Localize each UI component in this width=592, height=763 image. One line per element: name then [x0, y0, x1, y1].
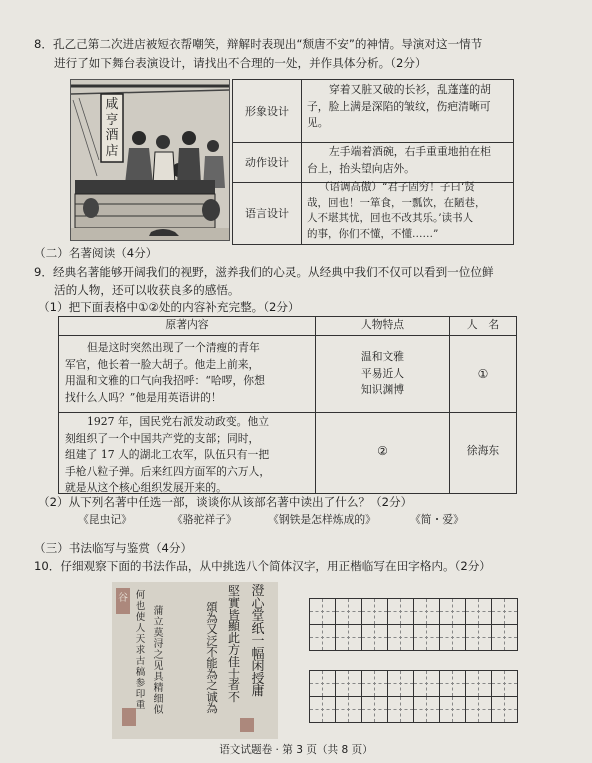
row2-content: 1927 年，国民党右派发动政变。他立 刻组织了一个中国共产党的支部；同时， 组建了 17 人的湖北工农军，队伍只有一把 手枪八粒子弹。后来红四方面军的六万人， 就是从这个核心组织发展开来的。 — [65, 415, 271, 494]
table-row — [233, 182, 513, 244]
tianzige-box[interactable] — [413, 670, 440, 697]
table-row — [233, 142, 513, 183]
tianzige-box[interactable] — [309, 670, 336, 697]
q10-prompt: 10．仔细观察下面的书法作品，从中挑选八个简体汉字，用正楷临写在田字格内。（2分） — [34, 559, 491, 573]
tianzige-box[interactable] — [361, 696, 388, 723]
tavern-drawing — [71, 80, 229, 240]
tianzige-box[interactable] — [465, 598, 492, 625]
tianzige-box[interactable] — [387, 598, 414, 625]
row1-content: 但是这时突然出现了一个清瘦的青年 军官，他长着一脸大胡子。他走上前来， 用温和文雅的口气向我招呼：“哈啰，你想 找什么人吗？”他是用英语讲的！ — [65, 341, 265, 404]
tianzige-box[interactable] — [491, 598, 518, 625]
tianzige-box[interactable] — [309, 624, 336, 651]
calligraphy-artwork — [112, 582, 278, 739]
q9-character-table — [58, 316, 517, 494]
calligraphy-column: 何也使人天求古稿参印重 — [135, 590, 146, 711]
row2-traits-blank: ② — [377, 444, 388, 458]
header-name: 人 名 — [466, 318, 500, 331]
table-header — [59, 317, 516, 336]
tianzige-box[interactable] — [413, 598, 440, 625]
tianzige-box[interactable] — [361, 624, 388, 651]
calligraphy-column: 澄心堂纸一幅闲授庸 — [251, 584, 265, 699]
tianzige-box[interactable] — [309, 696, 336, 723]
seal-mark — [122, 708, 136, 726]
tianzige-box[interactable] — [335, 598, 362, 625]
q8-line1: 8．孔乙己第二次进店被短衣帮嘲笑，辩解时表现出“颓唐不安”的神情。导演对这一情节 — [34, 37, 483, 51]
tianzige-box[interactable] — [335, 624, 362, 651]
q9-sub1: （1）把下面表格中①②处的内容补充完整。（2分） — [38, 300, 300, 314]
row2-name: 徐海东 — [466, 444, 500, 457]
table-row — [59, 413, 516, 493]
tianzige-box[interactable] — [491, 670, 518, 697]
tianzige-box[interactable] — [413, 696, 440, 723]
q8-design-table — [232, 79, 514, 245]
calligraphy-column: 堅實皆顯此方佳士者不 — [227, 584, 240, 705]
tianzige-box[interactable] — [387, 670, 414, 697]
seal-text: 谷 — [118, 593, 128, 604]
practice-grid-row-1 — [309, 598, 517, 625]
page-footer: 语文试题卷 · 第 3 页（共 8 页） — [219, 744, 373, 756]
tianzige-box[interactable] — [335, 670, 362, 697]
header-content: 原著内容 — [165, 318, 209, 331]
tianzige-box[interactable] — [387, 696, 414, 723]
tianzige-box[interactable] — [335, 696, 362, 723]
calligraphy-column: 頌為又泛不能為之诚為 — [206, 600, 218, 715]
section-2-title: （二）名著阅读（4分） — [34, 246, 158, 260]
tianzige-box[interactable] — [387, 624, 414, 651]
tianzige-box[interactable] — [465, 670, 492, 697]
table-row — [59, 336, 516, 413]
q9-line2: 活的人物，还可以收获良多的感悟。 — [54, 283, 240, 297]
book-option: 《简・爱》 — [410, 513, 464, 526]
row-content: 左手端着酒碗，右手重重地拍在柜 台上，抬头望向店外。 — [307, 145, 491, 175]
tianzige-box[interactable] — [439, 624, 466, 651]
book-option: 《昆虫记》 — [78, 513, 132, 526]
tavern-illustration — [70, 79, 230, 241]
tianzige-box[interactable] — [361, 598, 388, 625]
tianzige-box[interactable] — [309, 598, 336, 625]
tianzige-box[interactable] — [439, 670, 466, 697]
header-traits: 人物特点 — [360, 318, 405, 331]
q9-line1: 9．经典名著能够开阔我们的视野，滋养我们的心灵。从经典中我们不仅可以看到一位位鲜 — [34, 265, 494, 279]
section-3-title: （三）书法临写与鉴赏（4分） — [34, 541, 193, 555]
q8-line2: 进行了如下舞台表演设计，请找出不合理的一处，并作具体分析。（2分） — [54, 56, 427, 70]
tianzige-box[interactable] — [361, 670, 388, 697]
book-option: 《骆驼祥子》 — [172, 513, 237, 526]
row-content: （语调高傲）“君子固穷！子曰‘贤 哉，回也！一箪食，一瓢饮，在陋巷， 人不堪其忧，回也不改其乐。’读书人 的事，你们不懂，不懂……” — [307, 181, 486, 240]
tianzige-box[interactable] — [439, 598, 466, 625]
row-content: 穿着又脏又破的长衫，乱蓬蓬的胡 子，脸上满是深陷的皱纹，伤疤清晰可 见。 — [307, 83, 491, 129]
row1-name-blank: ① — [477, 367, 489, 381]
q9-sub2: （2）从下列名著中任选一部，谈谈你从该部名著中读出了什么？（2分） — [38, 495, 413, 509]
practice-grid-row-3 — [309, 670, 517, 697]
row-label: 形象设计 — [233, 80, 302, 142]
tianzige-box[interactable] — [465, 624, 492, 651]
row-label: 语言设计 — [233, 182, 302, 244]
row-label: 动作设计 — [233, 142, 302, 182]
tianzige-box[interactable] — [491, 624, 518, 651]
tianzige-box[interactable] — [439, 696, 466, 723]
practice-grid-row-4 — [309, 696, 517, 723]
tianzige-box[interactable] — [413, 624, 440, 651]
tianzige-box[interactable] — [465, 696, 492, 723]
row1-traits: 温和文雅 平易近人 知识渊博 — [360, 350, 405, 396]
seal-mark — [240, 718, 254, 732]
calligraphy-column: 蒲立莫浔之见具精细似 — [153, 606, 164, 716]
tavern-sign-text: 咸亨酒店 — [105, 97, 119, 159]
book-option: 《钢铁是怎样炼成的》 — [268, 513, 376, 526]
table-row — [233, 80, 513, 143]
practice-grid-row-2 — [309, 624, 517, 651]
tianzige-box[interactable] — [491, 696, 518, 723]
